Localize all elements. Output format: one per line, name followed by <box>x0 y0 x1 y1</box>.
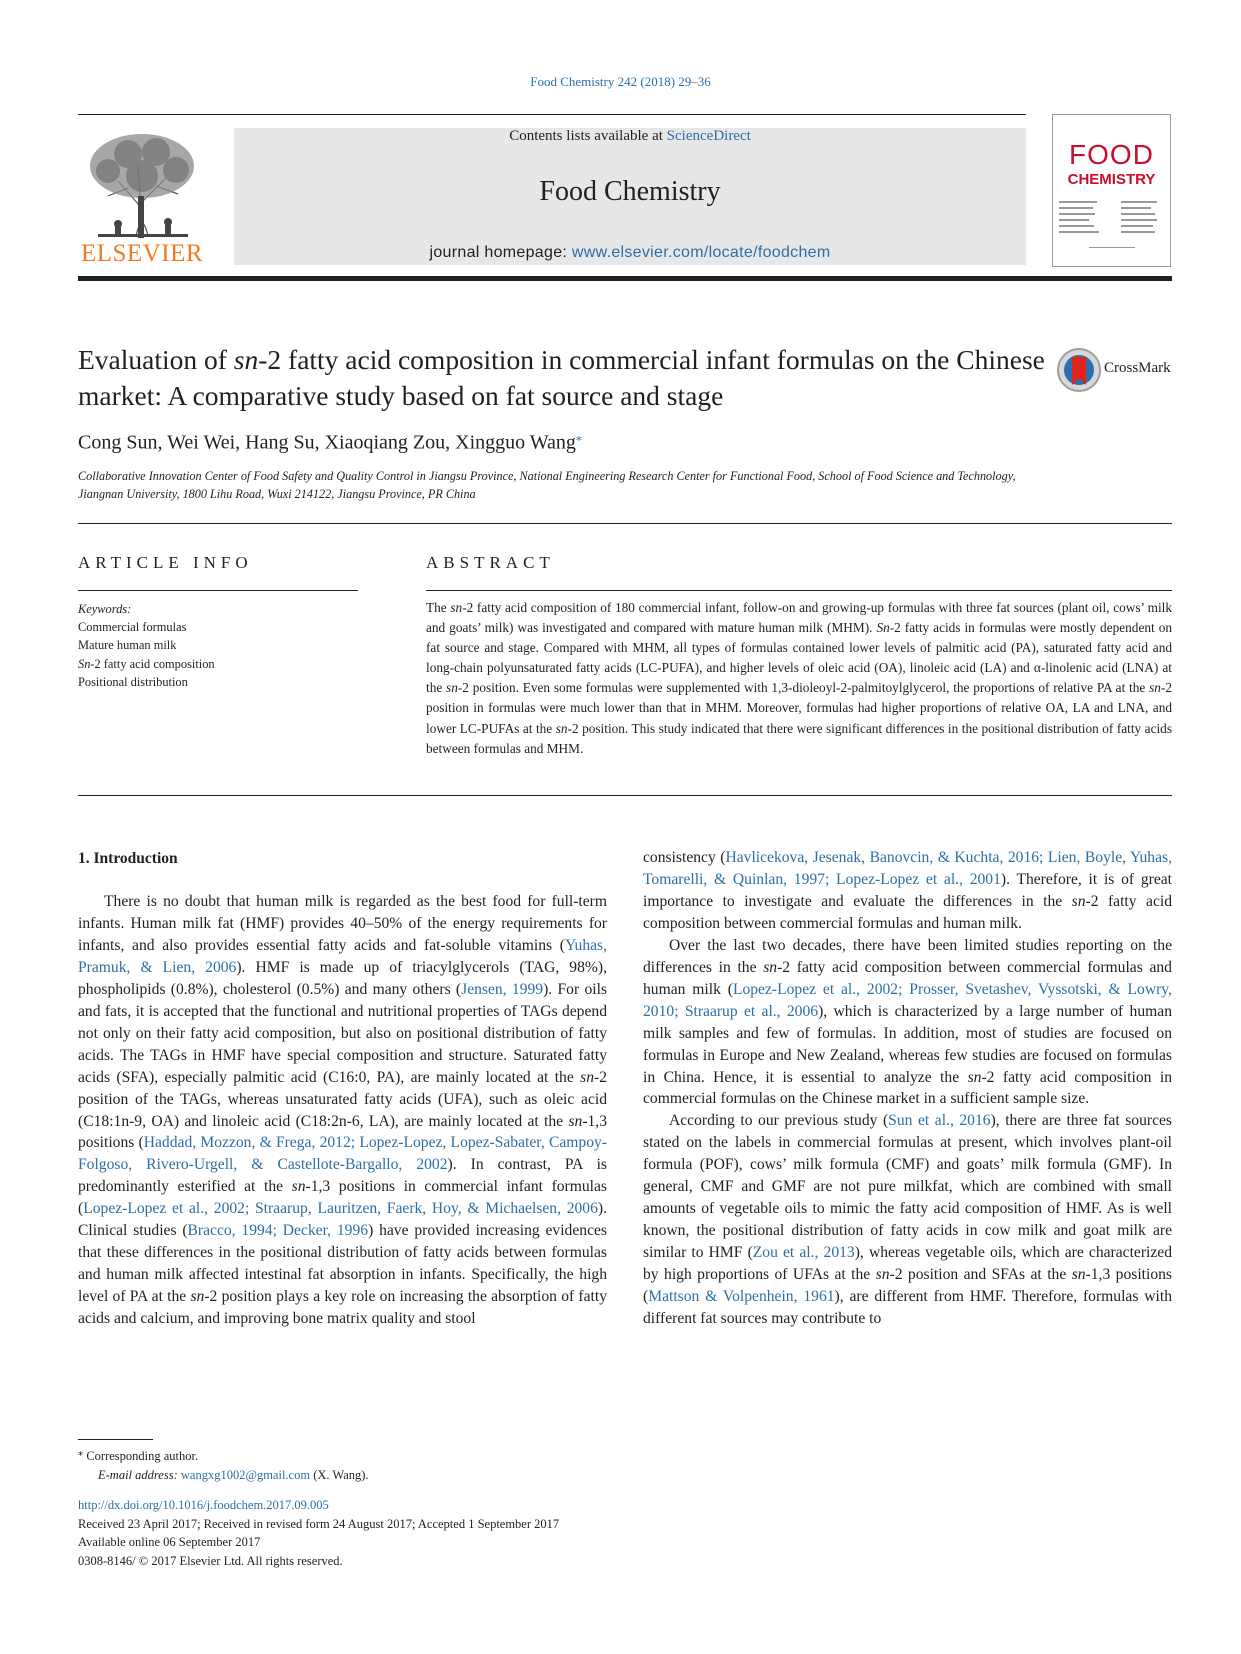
article-info-rule <box>78 590 358 591</box>
text-run: ), whereas vegetable oils, which are characterized by high proportions of UFAs at the <box>643 1244 1172 1284</box>
italic-term: sn <box>967 1068 982 1086</box>
italic-term: sn <box>580 1068 594 1086</box>
keyword: Commercial formulas <box>78 620 187 635</box>
citation-link[interactable]: Sun et al., 2016 <box>888 1112 991 1130</box>
contents-line <box>234 128 1026 145</box>
text-run: -2 position plays a key role on increasing the absorption of fatty acids and calcium, and improving bone matrix quality and stool <box>78 1288 608 1328</box>
available-online: Available online 06 September 2017 <box>78 1535 261 1549</box>
citation-link[interactable]: Haddad, Mozzon, & Frega, 2012; Lopez-Lopez, Lopez-Sabater, Campoy-Folgoso, Rivero-Urgell, & Castellote-Bargallo, 2002 <box>78 1134 608 1174</box>
text-run: -2 fatty acid composition in commercial formulas on the Chinese market in a sufficient sample size. <box>643 1068 1172 1108</box>
citation-link[interactable]: Zou et al., 2013 <box>752 1244 855 1262</box>
text-run: ), there are three fat sources stated on the labels in commercial formulas at present, which involves plant-oil formula (POF), cows’ milk formula (CMF) and goats’ milk formula (GMF). In general, CMF and GMF are not pure milkfat, which are combined with small amounts of vegetable oils to mimic the fatty acid composition of HMF. As is well known, the positional distribution of fatty acids in cow milk and goat milk are similar to HMF ( <box>643 1112 1172 1262</box>
divider <box>78 795 1172 796</box>
text-run: -1,3 positions ( <box>643 1266 1173 1306</box>
cover-title-food: FOOD <box>1069 139 1154 170</box>
authors-text: Cong Sun, Wei Wei, Hang Su, Xiaoqiang Zou, Xingguo Wang <box>78 431 576 454</box>
divider <box>78 523 1172 524</box>
text-run: consistency ( <box>643 849 726 866</box>
corresponding-author-note <box>78 1443 369 1466</box>
elsevier-wordmark: ELSEVIER <box>80 240 204 267</box>
keyword: Positional distribution <box>78 674 188 689</box>
footnote <box>78 1443 369 1485</box>
journal-name: Food Chemistry <box>539 176 721 207</box>
citation-link[interactable]: Lopez-Lopez et al., 2002; Straarup, Lauritzen, Faerk, Hoy, & Michaelsen, 2006 <box>83 1200 598 1218</box>
paragraph <box>643 935 1172 1111</box>
journal-citation[interactable]: Food Chemistry 242 (2018) 29–36 <box>530 74 711 89</box>
corresponding-author-mark[interactable]: ⁎ <box>575 430 582 444</box>
text-run: Over the last two decades, there have been limited studies reporting on the differences in the <box>643 936 1172 976</box>
crossmark-badge[interactable] <box>1056 347 1174 393</box>
italic-term: sn <box>291 1178 306 1196</box>
publication-info <box>78 1496 559 1570</box>
citation-link[interactable]: Lopez-Lopez et al., 2002; Prosser, Svetashev, Vyssotski, & Lowry, 2010; Straarup et al., 2006 <box>643 980 1172 1020</box>
abstract-rule <box>426 590 1172 591</box>
copyright: 0308-8146/ © 2017 Elsevier Ltd. All rights reserved. <box>78 1553 343 1568</box>
article-title <box>78 342 1048 414</box>
article-info-heading: ARTICLE INFO <box>78 553 253 572</box>
abstract-text: The sn-2 fatty acid composition of 180 commercial infant, follow-on and growing-up formulas with three fat sources (plant oil, cows’ milk and goats’ milk) was investigated and compared with mature human milk (MHM). Sn-2 fatty acids in formulas were mostly dependent on fat source and stage. Compared with MHM, all types of formulas contained lower levels of palmitic acid (PA), saturated fatty acid and long-chain polyunsaturated fatty acids (LC-PUFA), and higher levels of oleic acid (OA), linoleic acid (LA) and α-linolenic acid (LNA) at the sn-2 position. Even some formulas were supplemented with 1,3-dioleoyl-2-palmitoylglycerol, the proportions of relative PA at the sn-2 position in formulas were much lower than that in MHM. Moreover, formulas had higher proportions of relative OA, LA and LNA, and lower LC-PUFAs at the sn-2 position. This study indicated that there were significant differences in the positional distribution of fatty acids between formulas and MHM. <box>426 600 1173 756</box>
text-run: ) have provided increasing evidences that these differences in the positional distribution of fatty acids between formulas and human milk affected intestinal fat absorption in infants. Specifically, the high level of PA at the <box>78 1222 607 1306</box>
footnote-text: Corresponding author. <box>83 1449 199 1464</box>
affiliation: Collaborative Innovation Center of Food Safety and Quality Control in Jiangsu Province, National Engineering Research Center for Functional Food, School of Food Science and Technology, Jiangnan University, 1800 Lihu Road, Wuxi 214122, Jiangsu Province, PR China <box>78 469 1016 501</box>
keyword: Mature human milk <box>78 638 177 653</box>
email-link[interactable]: wangxg1002@gmail.com <box>180 1468 311 1483</box>
citation-link[interactable]: Jensen, 1999 <box>461 980 544 998</box>
italic-term: sn <box>875 1266 890 1284</box>
email-suffix: (X. Wang). <box>310 1468 369 1483</box>
paragraph <box>643 1110 1172 1330</box>
citation-link[interactable]: Mattson & Volpenhein, 1961 <box>648 1288 835 1306</box>
text-run: ). Clinical studies ( <box>78 1200 607 1240</box>
text-run: ). In contrast, PA is predominantly esterified at the <box>78 1156 607 1196</box>
text-run: According to our previous study ( <box>669 1112 889 1130</box>
text-run: ). Therefore, it is of great importance to investigate and evaluate the differences in the <box>643 870 1172 910</box>
text-run: ), which is characterized by a large number of human milk samples and few of formulas. In addition, most of studies are focused on formulas in Europe and New Zealand, whereas few studies are focused on formulas in China. Hence, it is essential to analyze the <box>643 1002 1172 1086</box>
text-run: -2 fatty acid composition between commercial formulas and human milk. <box>643 892 1172 932</box>
sciencedirect-link[interactable]: ScienceDirect <box>666 128 751 144</box>
doi-link[interactable]: http://dx.doi.org/10.1016/j.foodchem.2017.09.005 <box>78 1498 329 1512</box>
journal-masthead <box>234 128 1026 265</box>
footnote-rule <box>78 1439 153 1440</box>
title-text-2: -2 fatty acid composition in commercial infant formulas on the Chinese market: A comparative study based on fat source and stage <box>78 344 1045 411</box>
journal-homepage-link[interactable]: www.elsevier.com/locate/foodchem <box>571 244 831 261</box>
abstract-heading: ABSTRACT <box>426 553 555 572</box>
section-heading-introduction: 1. Introduction <box>78 850 178 867</box>
citation-link[interactable]: Bracco, 1994; Decker, 1996 <box>187 1222 369 1240</box>
italic-term: sn <box>763 958 778 976</box>
journal-cover-thumbnail[interactable] <box>1052 114 1171 267</box>
masthead-thick-rule <box>78 276 1172 281</box>
cover-title-chemistry: CHEMISTRY <box>1067 171 1156 188</box>
body-column-right <box>643 847 1172 1330</box>
crossmark-icon <box>1056 347 1102 393</box>
homepage-prefix: journal homepage: <box>429 244 572 261</box>
title-text-1: Evaluation of <box>78 344 234 375</box>
homepage-line <box>234 244 1026 262</box>
paragraph <box>78 891 607 1330</box>
paragraph <box>643 847 1172 935</box>
italic-term: sn <box>190 1288 205 1306</box>
italic-term: sn <box>1071 1266 1086 1284</box>
footnote-mark: ⁎ <box>78 1447 84 1458</box>
text-run: -1,3 positions ( <box>78 1112 607 1152</box>
text-run: -2 fatty acid composition between commercial formulas and human milk ( <box>643 958 1172 998</box>
keywords-block <box>78 600 215 691</box>
text-run: There is no doubt that human milk is regarded as the best food for full-term infants. Human milk fat (HMF) provides 40–50% of the energy requirements for infants, and also provides essential fatty acids and fat-soluble vitamins ( <box>78 893 607 954</box>
keyword: Sn-2 fatty acid composition <box>78 656 215 671</box>
received-dates: Received 23 April 2017; Received in revised form 24 August 2017; Accepted 1 September 2017 <box>78 1516 560 1531</box>
contents-prefix: Contents lists available at <box>509 128 667 144</box>
crossmark-label: CrossMark <box>1104 360 1171 376</box>
body-column-left <box>78 891 607 1330</box>
cover-editor-list-graphic <box>1059 199 1165 259</box>
title-italic-sn: sn <box>233 344 259 375</box>
citation-link[interactable]: Yuhas, Pramuk, & Lien, 2006 <box>78 936 607 976</box>
text-run: -2 position and SFAs at the <box>889 1266 1072 1284</box>
citation-link[interactable]: Havlicekova, Jesenak, Banovcin, & Kuchta, 2016; Lien, Boyle, Yuhas, Tomarelli, & Quinlan, 1997; Lopez-Lopez et al., 2001 <box>643 849 1172 888</box>
text-run: ). For oils and fats, it is accepted that the functional and nutritional properties of TAGs depend not only on their fatty acid composition, but also on positional distribution of fatty acids. The TAGs in HMF have special composition and structure. Saturated fatty acids (SFA), especially palmitic acid (C16:0, PA), are mainly located at the <box>78 980 607 1086</box>
italic-term: sn <box>1071 892 1086 910</box>
text-run: ), are different from HMF. Therefore, formulas with different fat sources may contribute to <box>643 1288 1172 1328</box>
email-line <box>78 1466 369 1485</box>
header-rule <box>78 114 1026 115</box>
email-label: E-mail address: <box>98 1468 181 1483</box>
text-run: ). HMF is made up of triacylglycerols (TAG, 98%), phospholipids (0.8%), cholesterol (0.5%) and many others ( <box>78 958 607 998</box>
text-run: -2 position of the TAGs, whereas unsaturated fatty acids (UFA), such as oleic acid (C18:1n-9, OA) and linoleic acid (C18:2n-6, LA), are mainly located at the <box>78 1068 607 1130</box>
text-run: -1,3 positions in commercial infant formulas ( <box>78 1178 607 1218</box>
author-list <box>78 430 582 455</box>
keywords-label: Keywords: <box>78 602 132 616</box>
italic-term: sn <box>568 1112 583 1130</box>
